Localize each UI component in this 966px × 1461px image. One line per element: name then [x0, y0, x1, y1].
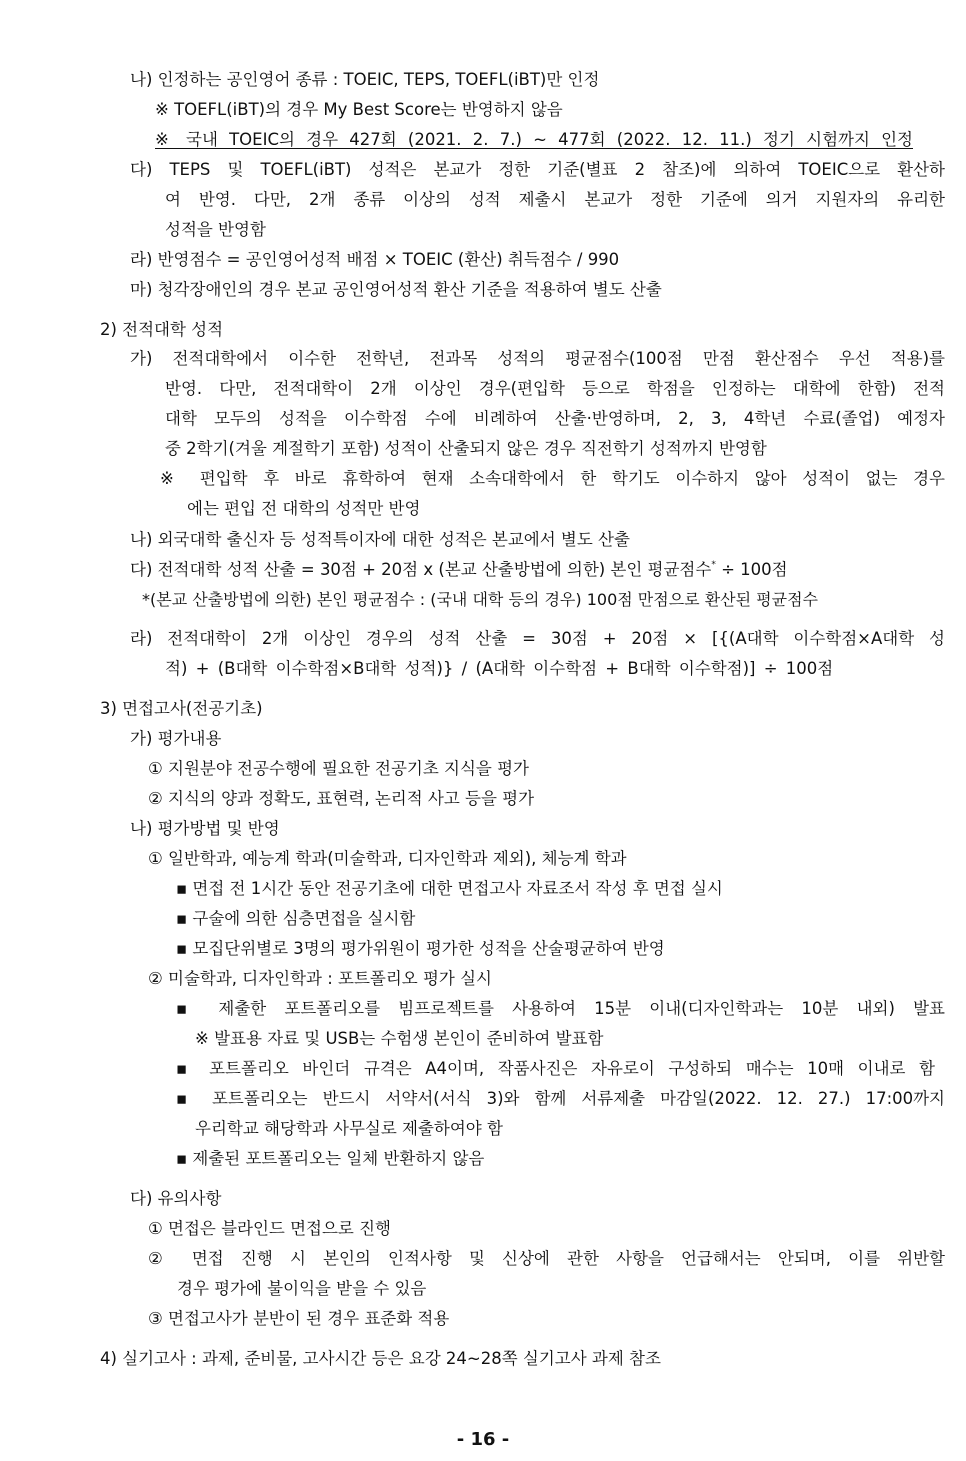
bullet-portfolio-no-return: ▪ 제출된 포트폴리오는 일체 반환하지 않음: [176, 1149, 485, 1168]
bullet-portfolio-binder: ▪ 포트폴리오 바인더 규격은 A4이며, 작품사진은 자유로이 구성하되 매수는 10매 이내로 함: [176, 1059, 935, 1078]
item-na-general-depts: ① 일반학과, 예능계 학과(미술학과, 디자인학과 제외), 체능계 학과: [148, 849, 627, 868]
item-da-precautions: 다) 유의사항: [130, 1189, 222, 1208]
item-ga-average-line3: 대학 모두의 성적을 이수학점 수에 비례하여 산출·반영하며, 2, 3, 4학년 수료(졸업) 예정자: [165, 409, 945, 428]
item-da-score-formula-text: 다) 전적대학 성적 산출 = 30점 + 20점 x (본교 산출방법에 의한) 본인 평균점수: [130, 560, 712, 579]
item-ga-average-line1: 가) 전적대학에서 이수한 전학년, 전과목 성적의 평균점수(100점 만점 환산점수 우선 적용)를: [130, 349, 945, 368]
note-toefl-best-score: ※ TOEFL(iBT)의 경우 My Best Score는 반영하지 않음: [155, 100, 563, 119]
item-ra-multi-university-line1: 라) 전적대학이 2개 이상인 경우의 성적 산출 = 30점 + 20점 × [{(A대학 이수학점×A대학 성: [130, 629, 945, 648]
bullet-portfolio-submission-line2: 우리학교 해당학과 사무실로 제출하여야 함: [195, 1119, 503, 1138]
item-ga-content-1: ① 지원분야 전공수행에 필요한 전공기초 지식을 평가: [148, 759, 529, 778]
item-ga-average-line4: 중 2학기(겨울 계절학기 포함) 성적이 산출되지 않은 경우 직전학기 성적까지 반영함: [165, 439, 767, 458]
bullet-interview-prep: ▪ 면접 전 1시간 동안 전공기초에 대한 면접고사 자료조서 작성 후 면접 실시: [176, 879, 723, 898]
item-da-conversion-line1: 다) TEPS 및 TOEFL(iBT) 성적은 본교가 정한 기준(별표 2 참조)에 의하여 TOEIC으로 환산하: [130, 160, 945, 179]
item-ga-content-2: ② 지식의 양과 정확도, 표현력, 논리적 사고 등을 평가: [148, 789, 535, 808]
footnote-average-score: *(본교 산출방법에 의한) 본인 평균점수 : (국내 대학 등의 경우) 100점 만점으로 환산된 평균점수: [142, 590, 818, 609]
item-da-score-formula-end: ÷ 100점: [715, 560, 788, 579]
note-presentation-materials: ※ 발표용 자료 및 USB는 수험생 본인이 준비하여 발표함: [195, 1029, 604, 1048]
item-da-conversion-line2: 여 반영. 다만, 2개 종류 이상의 성적 제출시 본교가 정한 기준에 의거 지원자의 유리한: [165, 190, 945, 209]
item-da-score-formula: [130, 559, 788, 581]
note-toeic-period: ※ 국내 TOEIC의 경우 427회 (2021. 2. 7.) ~ 477회 (2022. 12. 11.) 정기 시험까지 인정: [155, 130, 913, 149]
item-na-evaluation-method: 나) 평가방법 및 반영: [130, 819, 280, 838]
section-2-title: 2) 전적대학 성적: [100, 320, 224, 339]
bullet-portfolio-submission-line1: ▪ 포트폴리오는 반드시 서약서(서식 3)와 함께 서류제출 마감일(2022. 12. 27.) 17:00까지: [176, 1089, 945, 1108]
bullet-portfolio-presentation: ▪ 제출한 포트폴리오를 빔프로젝트를 사용하여 15분 이내(디자인학과는 10분 내외) 발표: [176, 999, 945, 1018]
item-ga-evaluation-content: 가) 평가내용: [130, 729, 222, 748]
footnote-marker: *: [711, 560, 716, 570]
item-ga-average-line2: 반영. 다만, 전적대학이 2개 이상인 경우(편입학 등으로 학점을 인정하는 대학에 한함) 전적: [165, 379, 945, 398]
item-na-foreign-university: 나) 외국대학 출신자 등 성적특이자에 대한 성적은 본교에서 별도 산출: [130, 530, 630, 549]
section-4-title: 4) 실기고사 : 과제, 준비물, 고사시간 등은 요강 24~28쪽 실기고사 과제 참조: [100, 1349, 661, 1368]
item-na-art-design-depts: ② 미술학과, 디자인학과 : 포트폴리오 평가 실시: [148, 969, 492, 988]
item-ma-hearing-impaired: 마) 청각장애인의 경우 본교 공인영어성적 환산 기준을 적용하여 별도 산출: [130, 280, 662, 299]
item-na-accepted-tests: 나) 인정하는 공인영어 종류 : TOEIC, TEPS, TOEFL(iBT)만 인정: [130, 70, 600, 89]
note-ga-transfer-line2: 에는 편입 전 대학의 성적만 반영: [187, 499, 421, 518]
item-ra-multi-university-line2: 적) + (B대학 이수학점×B대학 성적)} / (A대학 이수학점 + B대학 이수학점)] ÷ 100점: [165, 659, 834, 678]
item-da-standardization: ③ 면접고사가 분반이 된 경우 표준화 적용: [148, 1309, 450, 1328]
page-number: - 16 -: [456, 1429, 510, 1450]
item-da-personal-info-line1: ② 면접 진행 시 본인의 인적사항 및 신상에 관한 사항을 언급해서는 안되며, 이를 위반할: [148, 1249, 945, 1268]
item-da-blind-interview: ① 면접은 블라인드 면접으로 진행: [148, 1219, 391, 1238]
item-ra-score-formula: 라) 반영점수 = 공인영어성적 배점 × TOEIC (환산) 취득점수 / 990: [130, 250, 620, 269]
note-ga-transfer-line1: ※ 편입학 후 바로 휴학하여 현재 소속대학에서 한 학기도 이수하지 않아 성적이 없는 경우: [160, 469, 945, 488]
item-da-personal-info-line2: 경우 평가에 불이익을 받을 수 있음: [177, 1279, 427, 1298]
section-3-title: 3) 면접고사(전공기초): [100, 699, 263, 718]
bullet-three-evaluators: ▪ 모집단위별로 3명의 평가위원이 평가한 성적을 산술평균하여 반영: [176, 939, 665, 958]
item-da-conversion-line3: 성적을 반영함: [165, 220, 266, 239]
bullet-oral-interview: ▪ 구술에 의한 심층면접을 실시함: [176, 909, 416, 928]
